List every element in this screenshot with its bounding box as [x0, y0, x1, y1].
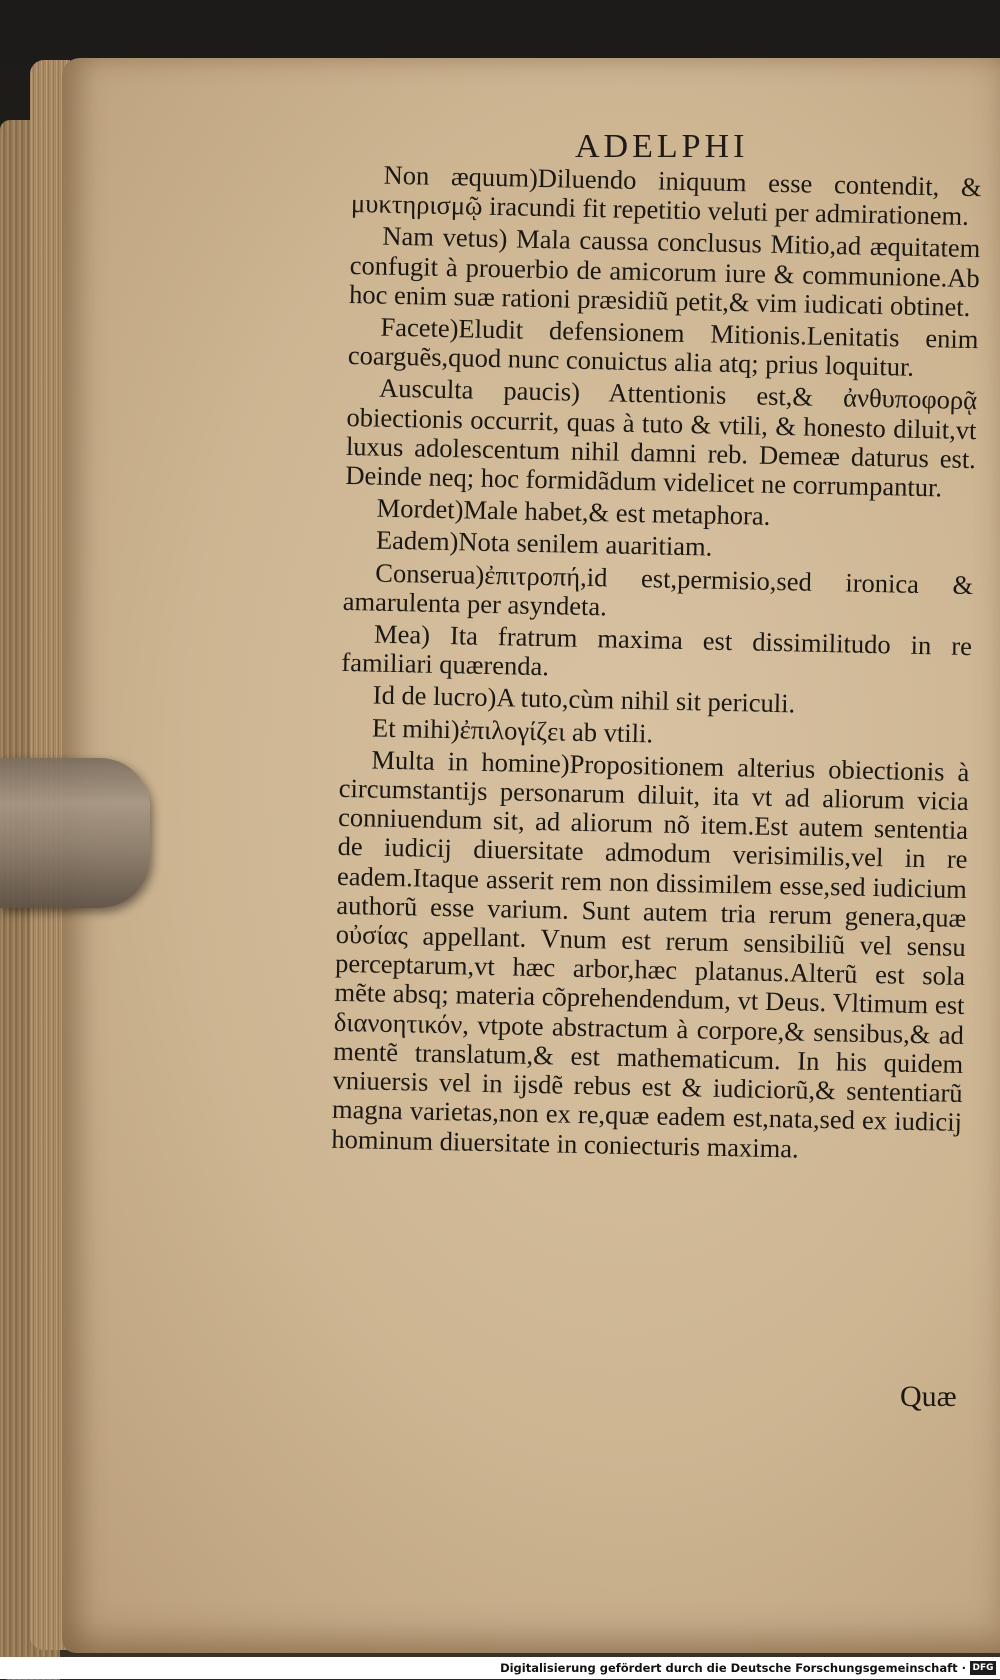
paragraph: Mea) Ita fratrum maxima est dissimilitudo in re familiari quærenda. — [341, 618, 973, 682]
catchword: Quæ — [900, 1380, 957, 1413]
paragraph: Et mihi)ἐπιλογίζει ab vtili. — [371, 712, 654, 749]
paragraph: Multa in homine)Propositionem alterius obiectionis à circumstantijs personarum diluit, ita vt ad aliorum vicia conniuendum sit, ad aliorum nõ item.Est autem sententia de iudicij diuersitate admodum verisimilis,vel in re eadem.Itaque asserit rem non dissimilem esse,sed iudicium authorũ esse varium. Sunt autem tria rerum genera,quæ οὐσίας appellant. Vnum est rerum sensibiliũ vel sensu perceptarum,vt hæc arbor,hæc platanus.Alterũ est sola mẽte absq; materia cõprehendendum, vt Deus. Vltimum est διανοητικόν, vtpote abstractum à corpore,& sensibus,& ad mentẽ translatum,& est mathematicum. In his quidem vniuersis vel in ijsdẽ rebus est & iudiciorũ,& sententiarũ magna varietas,non ex re,quæ eadem est,nata,sed ex iudicij hominum diuersitate in coniecturis maxima. — [331, 744, 970, 1164]
paragraph: Id de lucro)A tuto,cùm nihil sit periculi. — [372, 680, 796, 719]
paragraph: Nam vetus) Mala caussa conclusus Mitio,ad æquitatem confugit à prouerbio de amicorum iure & communione.Ab hoc enim suæ rationi præsidiũ petit,& vim iudicati obtinet. — [348, 221, 981, 322]
paragraph: Non æquum)Diluendo iniquum esse contendit, & μυκτηρισμῷ iracundi fit repetitio veluti per admirationem. — [350, 159, 982, 232]
dfg-logo: DFG — [970, 1661, 996, 1675]
paragraph: Eadem)Nota senilem auaritiam. — [375, 525, 713, 563]
paragraph: Mordet)Male habet,& est metaphora. — [376, 492, 771, 532]
paragraph: Facete)Eludit defensionem Mitionis.Lenitatis enim coarguẽs,quod nunc conuictus alia atq; prius loquitur. — [347, 311, 979, 383]
book-clasp — [0, 758, 150, 908]
commentary-text — [331, 160, 982, 1170]
paragraph: Conserua)ἐπιτροπή,id est,permisio,sed ironica & amarulenta per asyndeta. — [342, 557, 974, 622]
paragraph: Ausculta paucis) Attentionis est,& ἀνθυποφορᾷ obiectionis occurrit, quas à tuto & vtili, & honesto diluit,vt luxus adolescentum nihil damni reb. Demeæ daturus est. Deinde neq; hoc formidãdum videlicet ne corrumpantur. — [345, 373, 978, 503]
running-head: ADELPHI — [575, 128, 749, 165]
digitization-credit: Digitalisierung gefördert durch die Deutsche Forschungsgemeinschaft · — [500, 1661, 966, 1675]
